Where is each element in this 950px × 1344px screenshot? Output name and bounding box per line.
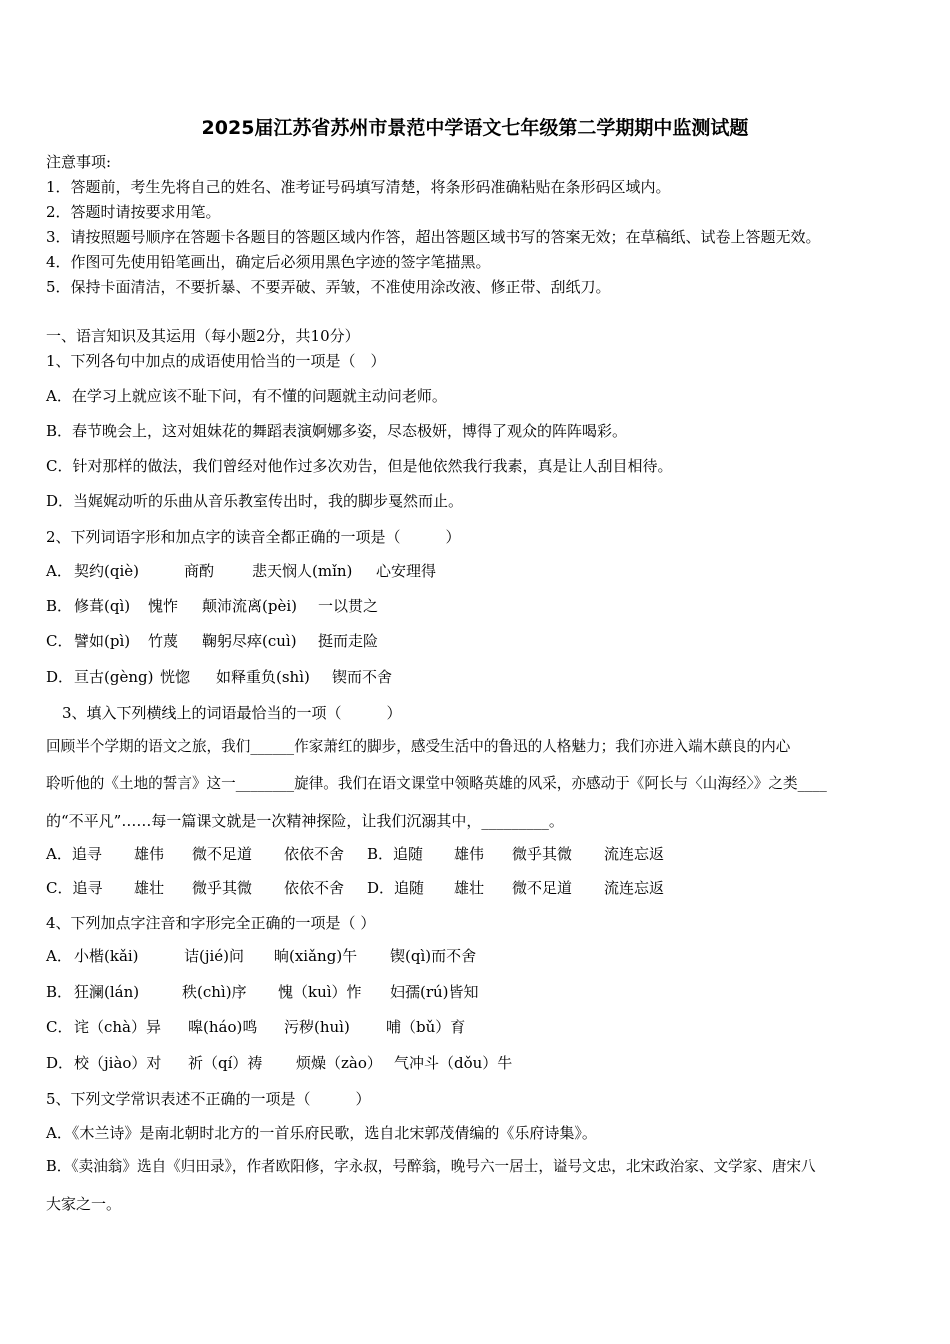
question-stem: 1、下列各句中加点的成语使用恰当的一项是（ ） (46, 352, 386, 370)
question-option: C．针对那样的做法，我们曾经对他作过多次劝告，但是他依然我行我素，真是让人刮目相待。 (46, 457, 673, 475)
question-stem: 5、下列文学常识表述不正确的一项是（ ） (46, 1090, 371, 1108)
passage-line: 聆听他的《土地的誓言》这一________旋律。我们在语文课堂中领略英雄的风采，亦感动于《阿长与〈山海经〉》之类____ (46, 775, 827, 792)
question-option: A． 契约(qiè) 商酌 悲天悯人(mǐn) 心安理得 (46, 562, 437, 580)
question-option: C． 诧（chà）异 嗥(háo)鸣 污秽(huì) 哺（bǔ）育 (46, 1018, 466, 1036)
question-stem: 2、下列词语字形和加点字的读音全都正确的一项是（ ） (46, 528, 461, 546)
notice-item: 4．作图可先使用铅笔画出，确定后必须用黑色字迹的签字笔描黑。 (46, 253, 491, 271)
question-option: C． 譬如(pì) 竹蔑 鞠躬尽瘁(cuì) 挺而走险 (46, 632, 379, 650)
question-option: A． 小楷(kǎi) 诘(jié)问 晌(xiǎng)午 锲(qì)而不舍 (46, 947, 477, 965)
question-option: B． 修葺(qì) 愧怍 颠沛流离(pèi) 一以贯之 (46, 597, 379, 615)
passage-line: 的“不平凡”……每一篇课文就是一次精神探险，让我们沉溺其中，_________。 (46, 812, 564, 830)
notice-heading: 注意事项: (46, 153, 112, 171)
question-option: D．校（jiào）对 祈（qí）祷 烦燥（zào） 气冲斗（dǒu）牛 (46, 1054, 513, 1072)
notice-item: 5．保持卡面清洁，不要折暴、不要弄破、弄皱，不准使用涂改液、修正带、刮纸刀。 (46, 278, 611, 296)
question-option: B．春节晚会上，这对姐妹花的舞蹈表演婀娜多姿，尽态极妍，博得了观众的阵阵喝彩。 (46, 422, 628, 440)
question-option: B． 狂澜(lán) 秩(chì)序 愧（kuì）怍 妇孺(rú)皆知 (46, 983, 479, 1001)
question-stem: 4、下列加点字注音和字形完全正确的一项是（ ） (46, 914, 376, 932)
question-option: A．在学习上就应该不耻下问，有不懂的问题就主动问老师。 (46, 387, 447, 405)
question-option: D．当娓娓动听的乐曲从音乐教室传出时，我的脚步戛然而止。 (46, 492, 464, 510)
question-option: D．亘古(gèng) 恍惚 如释重负(shì) 锲而不舍 (46, 668, 393, 686)
notice-item: 3．请按照题号顺序在答题卡各题目的答题区域内作答，超出答题区域书写的答案无效；在草稿纸、试卷上答题无效。 (46, 228, 821, 246)
page-title: 2025届江苏省苏州市景范中学语文七年级第二学期期中监测试题 (201, 117, 749, 139)
question-option: A．追寻 雄伟 微不足道 依依不舍 B．追随 雄伟 微乎其微 流连忘返 (46, 845, 665, 863)
section-heading: 一、语言知识及其运用（每小题2分，共10分） (46, 327, 360, 345)
question-option: C．追寻 雄壮 微乎其微 依依不舍 D．追随 雄壮 微不足道 流连忘返 (46, 879, 665, 897)
notice-item: 1．答题前，考生先将自己的姓名、准考证号码填写清楚，将条形码准确粘贴在条形码区域内。 (46, 178, 671, 196)
question-option: B．《卖油翁》选自《归田录》，作者欧阳修，字永叔，号醉翁，晚号六一居士，谥号文忠，北宋政治家、文学家、唐宋八 (46, 1158, 816, 1175)
passage-line: 回顾半个学期的语文之旅，我们______作家萧红的脚步，感受生活中的鲁迅的人格魅力；我们亦进入端木蕻良的内心 (46, 738, 791, 755)
notice-item: 2．答题时请按要求用笔。 (46, 203, 221, 221)
question-option: 大家之一。 (46, 1195, 122, 1213)
question-stem: 3、填入下列横线上的词语最恰当的一项（ ） (62, 704, 402, 722)
question-option: A．《木兰诗》是南北朝时北方的一首乐府民歌，选自北宋郭茂倩编的《乐府诗集》。 (46, 1124, 597, 1142)
